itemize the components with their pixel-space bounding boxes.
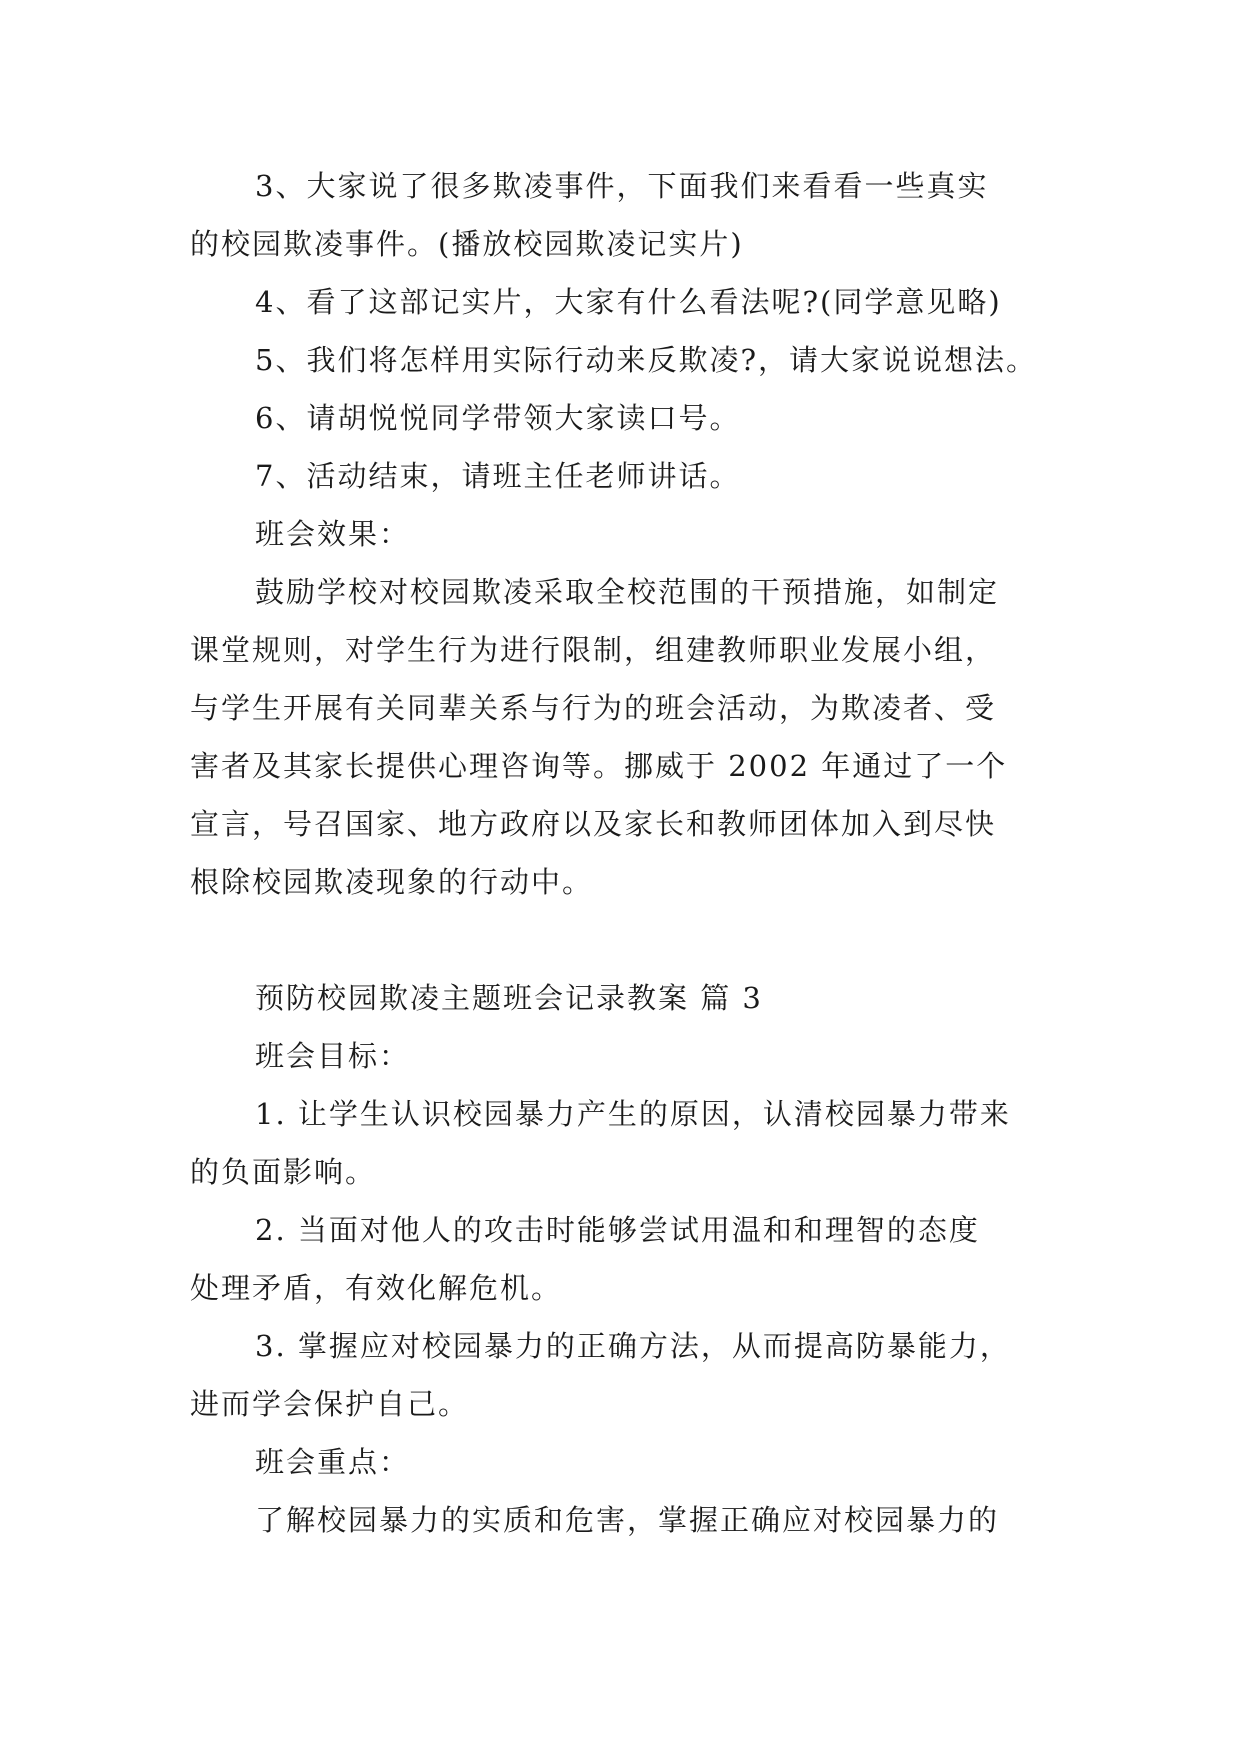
paragraph-line: 3、大家说了很多欺凌事件，下面我们来看看一些真实 [255, 169, 989, 203]
paragraph-line: 5、我们将怎样用实际行动来反欺凌?，请大家说说想法。 [255, 343, 1037, 377]
paragraph-line: 了解校园暴力的实质和危害，掌握正确应对校园暴力的 [255, 1503, 1000, 1537]
paragraph-line: 1. 让学生认识校园暴力产生的原因，认清校园暴力带来 [255, 1097, 1011, 1131]
paragraph-line: 4、看了这部记实片，大家有什么看法呢?(同学意见略) [255, 285, 1002, 319]
paragraph-line: 进而学会保护自己。 [190, 1387, 470, 1421]
paragraph-line: 7、活动结束，请班主任老师讲话。 [255, 459, 741, 493]
paragraph-line: 处理矛盾，有效化解危机。 [190, 1271, 563, 1305]
paragraph-line: 6、请胡悦悦同学带领大家读口号。 [255, 401, 741, 435]
section-label: 班会效果： [255, 517, 411, 551]
paragraph-line: 2. 当面对他人的攻击时能够尝试用温和和理智的态度 [255, 1213, 980, 1247]
section-label: 班会目标： [255, 1039, 411, 1073]
paragraph-line: 鼓励学校对校园欺凌采取全校范围的干预措施，如制定 [255, 575, 1000, 609]
section-label: 班会重点： [255, 1445, 411, 1479]
paragraph-line: 的校园欺凌事件。(播放校园欺凌记实片) [190, 227, 744, 261]
paragraph-line: 根除校园欺凌现象的行动中。 [190, 865, 594, 899]
paragraph-line: 3. 掌握应对校园暴力的正确方法，从而提高防暴能力， [255, 1329, 1011, 1363]
section-heading: 预防校园欺凌主题班会记录教案 篇 3 [255, 981, 763, 1015]
paragraph-line: 与学生开展有关同辈关系与行为的班会活动，为欺凌者、受 [190, 691, 997, 725]
paragraph-line: 宣言，号召国家、地方政府以及家长和教师团体加入到尽快 [190, 807, 997, 841]
paragraph-line: 课堂规则，对学生行为进行限制，组建教师职业发展小组， [190, 633, 997, 667]
paragraph-line: 害者及其家长提供心理咨询等。挪威于 2002 年通过了一个 [190, 749, 1008, 783]
paragraph-line: 的负面影响。 [190, 1155, 377, 1189]
